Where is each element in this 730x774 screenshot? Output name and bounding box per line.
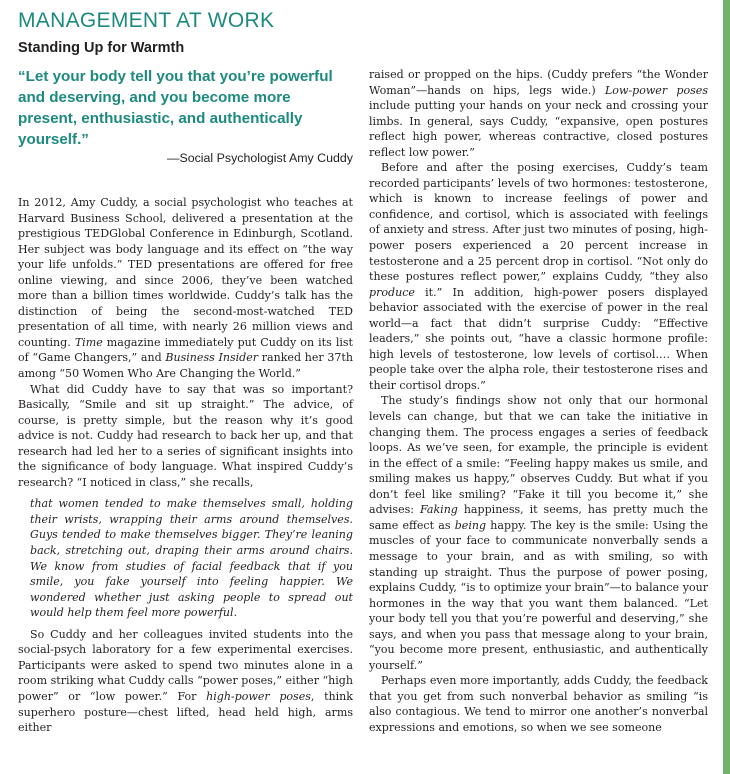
text-run: raised or propped on the hips. (Cuddy prefers “the Wonder Woman”—hands on hips, legs wide.) [369,68,708,97]
article-title: Standing Up for Warmth [18,40,185,56]
paragraph: Perhaps even more importantly, adds Cuddy, the feedback that you get from such nonverbal behavior as smiling “is also contagious. We tend to mirror one another’s nonverbal expressions and emotions, so when we see someone [369,674,708,734]
left-body [18,195,353,736]
paragraph [369,67,708,160]
text-run-italic: high-power poses [206,689,311,703]
text-run: happiness, it seems, has pretty much the same effect as [369,503,708,532]
text-run-italic: being [454,518,487,532]
text-run: include putting your hands on your neck and crossing your limbs. In general, says Cuddy, “expansive, open postures reflect high power, whereas contractive, closed postures reflect low power.” [369,99,708,159]
section-label: MANAGEMENT AT WORK [18,9,275,32]
text-run: The study’s findings show not only that our hormonal levels can change, but that we can take the initiative in changing them. The process engages a series of feedback loops. As we’ve seen, for example, the principle is evident in the effect of a smile: “Feeling happy makes us smile, and smiling makes us happy,” observes Cuddy. But what if you don’t feel like smiling? “Fake it till you become it,” she advises: [369,394,708,517]
paragraph: What did Cuddy have to say that was so important? Basically, “Smile and sit up straight.” The advice, of course, is pretty simple, but the reason why it’s good advice is not. Cuddy had research to back her up, and that research had led her to a series of significant insights into the significance of body language. What inspired Cuddy’s research? “I noticed in class,” she recalls, [18,382,353,489]
text-run-italic: Low-power poses [604,83,708,97]
pull-quote: “Let your body tell you that you’re powerful and deserving, and you become more present, enthusiastic, and authentically yourself.” [18,68,333,148]
paragraph [18,627,353,736]
paragraph [18,195,353,382]
text-run-italic: produce [369,285,415,299]
paragraph [369,393,708,673]
block-quote: that women tended to make themselves small, holding their wrists, wrapping their arms around themselves. Guys tended to make themselves bigger. They’re leaning back, stretching out, draping their arms around chairs. We know from studies of facial feedback that if you smile, you fake yourself into feeling happier. We wondered whether just asking people to spread out would help them feel more powerful. [30,497,353,620]
text-run: magazine immediately put Cuddy on its list of “Game Changers,” and [18,335,354,365]
paragraph [369,160,708,393]
quote-attribution: —Social Psychologist Amy Cuddy [167,151,353,165]
text-run: Before and after the posing exercises, Cuddy’s team recorded participants’ levels of two hormones: testosterone, which is known to increase feelings of power and confidence, and cortisol, which is associated with feelings of anxiety and stress. After just two minutes of posing, high-power posers experienced a 20 percent increase in testosterone and a 25 percent drop in cortisol. “Not only do these postures reflect power,” explains Cuddy, “they also [369,161,708,284]
right-edge-bar [723,0,730,774]
text-run: it.” In addition, high-power posers displayed behavior associated with the exercise of power in the real world—a fact that didn’t surprise Cuddy: “Effective leaders,” she points out, “have a classic hormone profile: high levels of testosterone, low levels of cortisol.… When people take over the alpha role, their testosterone rises and their cortisol drops.” [369,285,708,392]
text-run: In 2012, Amy Cuddy, a social psychologist who teaches at Harvard Business School, delivered a presentation at the prestigious TEDGlobal Conference in Edinburgh, Scotland. Her subject was body language and its effect on “the way your life unfolds.” TED presentations are offered for free online viewing, and since 2006, they’ve been watched more than a billion times worldwide. Cuddy’s talk has the distinction of being the second-most-watched TED presentation of all time, with nearly 26 million views and counting. [18,196,353,349]
text-run-italic: Time [74,335,103,349]
text-run: , think superhero posture—chest lifted, head held high, arms either [18,689,353,735]
right-body [369,67,708,736]
text-run: ranked her 37th among “50 Women Who Are Changing the World.” [18,351,353,381]
text-run-italic: Faking [419,503,458,517]
text-run: happy. The key is the smile: Using the muscles of your face to communicate nonverbally sends a message to your brain, and as with smiling, so with standing up straight. Thus the purpose of power posing, explains Cuddy, “is to optimize your brain”—to balance your hormones in the way that you want them balanced. “Let your body tell you that you’re powerful and deserving,” she says, and when you pass that message along to your brain, “you become more present, enthusiastic, and authentically yourself.” [369,518,708,672]
text-run: So Cuddy and her colleagues invited students into the social-psych laboratory for a few experimental exercises. Participants were asked to spend two minutes alone in a room striking what Cuddy calls “power poses,” either “high power” or “low power.” For [18,627,353,703]
text-run-italic: Business Insider [165,351,259,365]
